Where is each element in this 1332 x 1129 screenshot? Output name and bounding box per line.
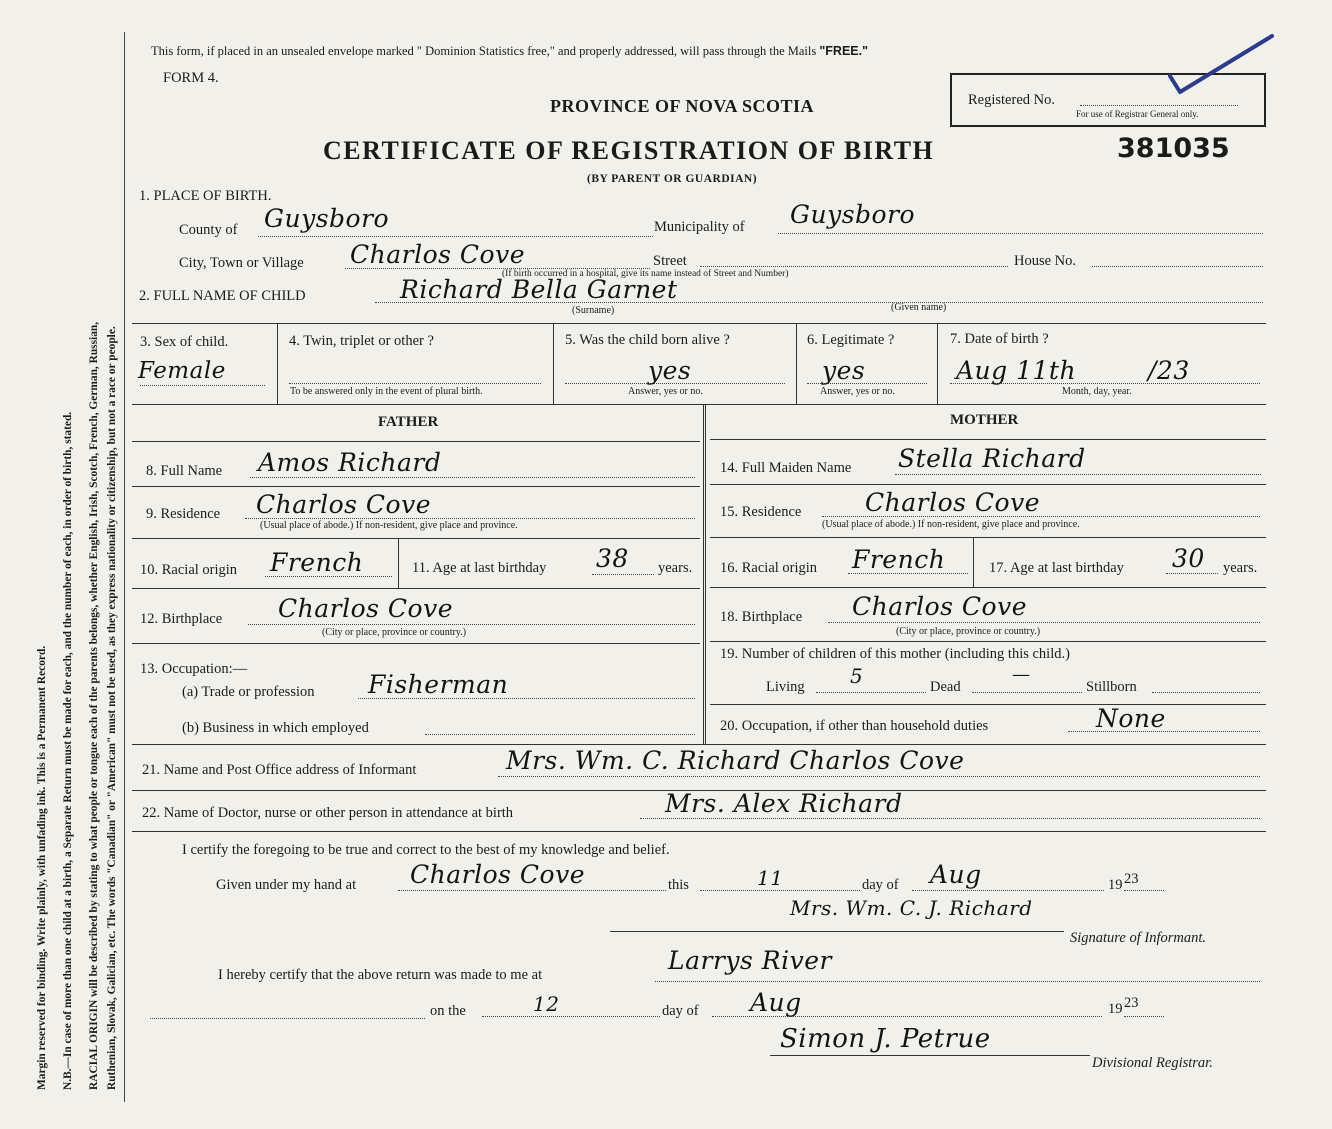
informant-label: 21. Name and Post Office address of Informant	[142, 762, 417, 778]
this-label: this	[668, 877, 689, 893]
margin-note-4: Ruthenian, Slovak, Galician, etc. The words "Canadian" or "American" must not be used, as they express nationality or citizenship, but not a race or people.	[106, 326, 118, 1090]
province-heading: PROVINCE OF NOVA SCOTIA	[550, 96, 815, 116]
dob-year: /23	[1148, 356, 1190, 385]
children-count-label: 19. Number of children of this mother (including this child.)	[720, 646, 1070, 662]
mother-age-value: 30	[1172, 544, 1205, 573]
living-value: 5	[850, 664, 864, 688]
informant-signature-label: Signature of Informant.	[1070, 930, 1207, 946]
surname-note: (Surname)	[572, 305, 615, 316]
return-day: 12	[533, 992, 560, 1016]
father-heading: FATHER	[378, 414, 439, 430]
registrar-signature: Simon J. Petrue	[780, 1024, 991, 1054]
given-label: Given under my hand at	[216, 877, 357, 893]
mother-heading: MOTHER	[950, 412, 1019, 428]
alive-label: 5. Was the child born alive ?	[565, 332, 730, 348]
trade-label: (a) Trade or profession	[182, 684, 315, 700]
registered-label: Registered No.	[968, 92, 1055, 108]
mother-name-value: Stella Richard	[898, 444, 1086, 473]
place-heading: 1. PLACE OF BIRTH.	[139, 188, 272, 204]
form-number: FORM 4.	[163, 70, 219, 86]
father-name-value: Amos Richard	[258, 448, 442, 477]
margin-note-1: Margin reserved for binding. Write plainly, with unfading ink. This is a Permanent Record.	[36, 645, 48, 1090]
legitimate-label: 6. Legitimate ?	[807, 332, 895, 348]
certify-statement: I certify the foregoing to be true and correct to the best of my knowledge and belief.	[182, 842, 670, 858]
legitimate-note: Answer, yes or no.	[820, 386, 895, 397]
return-day-of-label: day of	[662, 1003, 699, 1019]
father-age-value: 38	[596, 544, 629, 573]
municipality-value: Guysboro	[790, 200, 916, 229]
return-year-prefix: 19	[1108, 1001, 1123, 1017]
county-value: Guysboro	[264, 204, 390, 233]
mother-occupation-value: None	[1096, 704, 1166, 733]
father-birthplace-value: Charlos Cove	[278, 594, 454, 623]
given-name-note: (Given name)	[891, 302, 947, 313]
hospital-note: (If birth occurred in a hospital, give its name instead of Street and Number)	[502, 269, 789, 279]
father-age-label: 11. Age at last birthday	[412, 560, 547, 576]
dob-note: Month, day, year.	[1062, 386, 1132, 397]
mother-residence-label: 15. Residence	[720, 504, 802, 520]
certificate-number: 381035	[1117, 133, 1230, 164]
page-title: CERTIFICATE OF REGISTRATION OF BIRTH	[323, 136, 935, 165]
binding-margin	[22, 20, 124, 1110]
twin-label: 4. Twin, triplet or other ?	[289, 333, 434, 349]
mother-birthplace-value: Charlos Cove	[852, 592, 1028, 621]
city-label: City, Town or Village	[179, 255, 304, 271]
alive-value: yes	[648, 356, 692, 385]
father-name-label: 8. Full Name	[146, 463, 223, 479]
father-race-value: French	[270, 548, 364, 577]
city-value: Charlos Cove	[350, 240, 526, 269]
street-label: Street	[653, 253, 687, 269]
mother-occupation-label: 20. Occupation, if other than household duties	[720, 718, 989, 734]
mother-race-label: 16. Racial origin	[720, 560, 818, 576]
mother-residence-note: (Usual place of abode.) If non-resident, give place and province.	[822, 519, 1080, 530]
municipality-label: Municipality of	[654, 219, 745, 235]
business-label: (b) Business in which employed	[182, 720, 369, 736]
doctor-label: 22. Name of Doctor, nurse or other person in attendance at birth	[142, 805, 514, 821]
child-name-label: 2. FULL NAME OF CHILD	[139, 288, 306, 304]
year-prefix: 19	[1108, 877, 1123, 893]
dob-value: Aug 11th	[956, 356, 1077, 385]
page-subtitle: (BY PARENT OR GUARDIAN)	[587, 173, 758, 185]
mother-years: years.	[1223, 560, 1258, 576]
father-birthplace-label: 12. Birthplace	[140, 611, 223, 627]
stillborn-label: Stillborn	[1086, 679, 1137, 695]
mail-notice: This form, if placed in an unsealed envelope marked " Dominion Statistics free," and properly addressed, will pass through the Mails "FREE."	[151, 44, 869, 58]
return-year: 23	[1124, 995, 1139, 1011]
sex-label: 3. Sex of child.	[140, 334, 229, 350]
return-label: I hereby certify that the above return was made to me at	[218, 967, 543, 983]
house-label: House No.	[1014, 253, 1077, 269]
binding-rule	[124, 32, 125, 1102]
mother-birthplace-label: 18. Birthplace	[720, 609, 803, 625]
day-of-label: day of	[862, 877, 899, 893]
mother-age-label: 17. Age at last birthday	[989, 560, 1124, 576]
given-day: 11	[757, 866, 784, 890]
dead-value: —	[1012, 664, 1031, 685]
check-mark-icon	[1150, 28, 1280, 98]
mother-residence-value: Charlos Cove	[865, 488, 1041, 517]
living-label: Living	[766, 679, 805, 695]
informant-value: Mrs. Wm. C. Richard Charlos Cove	[506, 746, 965, 775]
occupation-label: 13. Occupation:—	[140, 661, 248, 677]
mother-birthplace-note: (City or place, province or country.)	[896, 626, 1041, 637]
legitimate-value: yes	[822, 356, 866, 385]
father-residence-value: Charlos Cove	[256, 490, 432, 519]
on-the-label: on the	[430, 1003, 466, 1019]
county-label: County of	[179, 222, 238, 238]
mother-race-value: French	[852, 545, 946, 574]
father-residence-note: (Usual place of abode.) If non-resident, give place and province.	[260, 520, 518, 531]
twin-note: To be answered only in the event of plural birth.	[290, 386, 483, 397]
sex-value: Female	[138, 358, 226, 384]
margin-note-3: RACIAL ORIGIN will be described by stating to what people or tongue each of the parents belongs, whether English, Irish, Scotch, French, German, Russian,	[88, 321, 100, 1090]
dead-label: Dead	[930, 679, 961, 695]
father-residence-label: 9. Residence	[146, 506, 221, 522]
given-place: Charlos Cove	[410, 860, 586, 889]
margin-note-2: N.B.—In case of more than one child at a birth, a Separate Return must be made for each, and the number of each, in order of birth, stated.	[62, 411, 74, 1090]
child-name-value: Richard Bella Garnet	[400, 275, 678, 304]
father-race-label: 10. Racial origin	[140, 562, 238, 578]
informant-signature: Mrs. Wm. C. J. Richard	[790, 896, 1033, 920]
father-birthplace-note: (City or place, province or country.)	[322, 627, 467, 638]
dob-label: 7. Date of birth ?	[950, 331, 1049, 347]
registered-note: For use of Registrar General only.	[1076, 109, 1199, 119]
given-year: 23	[1124, 871, 1139, 887]
trade-value: Fisherman	[368, 670, 509, 699]
mother-name-label: 14. Full Maiden Name	[720, 460, 852, 476]
alive-note: Answer, yes or no.	[628, 386, 703, 397]
return-month: Aug	[750, 988, 802, 1017]
doctor-value: Mrs. Alex Richard	[665, 789, 903, 818]
given-month: Aug	[930, 860, 982, 889]
registrar-label: Divisional Registrar.	[1092, 1055, 1213, 1071]
return-place: Larrys River	[668, 946, 832, 975]
father-years: years.	[658, 560, 693, 576]
